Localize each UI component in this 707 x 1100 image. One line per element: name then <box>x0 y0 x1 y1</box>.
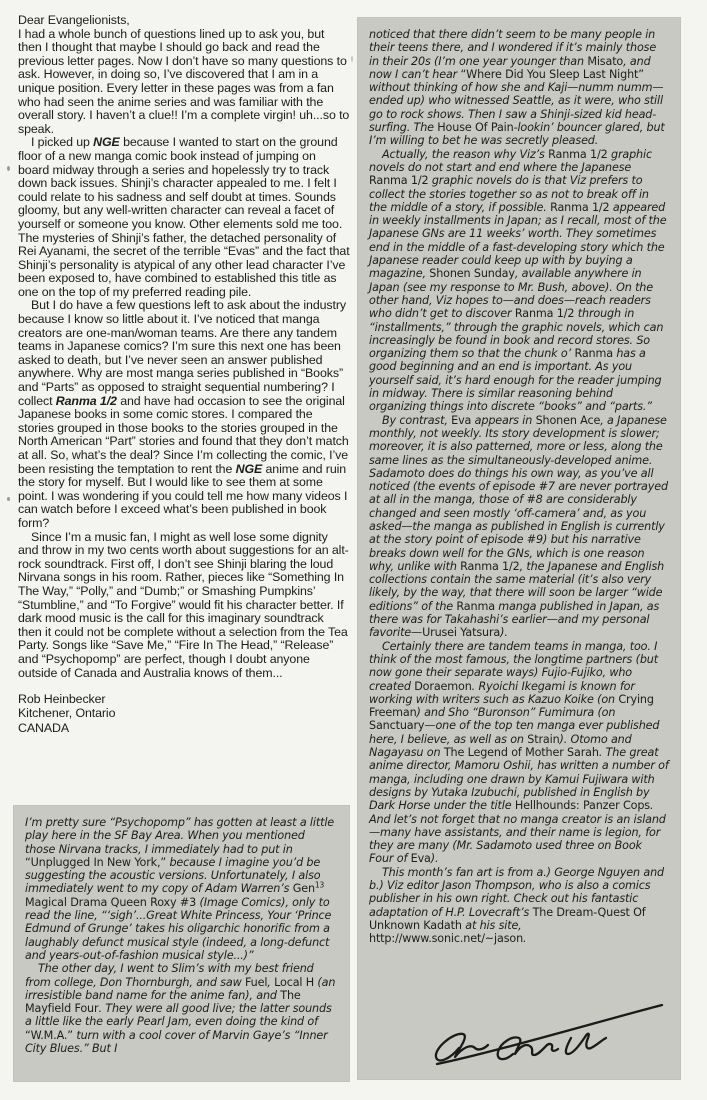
body-text: appears in <box>471 413 536 427</box>
fan-letter <box>18 14 350 735</box>
title-text: Ranma 1/2 <box>548 147 608 161</box>
title-text: Eva <box>410 852 431 866</box>
title-text: Shonen Sunday <box>429 267 515 281</box>
body-text: I’m pretty sure “Psychopomp” has gotten at least a little play here in the SF Bay Area. When you mentioned those Nirvana tracks, I immediately had to put in <box>25 816 335 856</box>
editor-reply-left-body <box>25 816 338 1055</box>
body-text: , <box>267 975 275 989</box>
body-text: . The great anime director, Mamoru Oshii, has written a number of manga, including one drawn by Kamui Fujiwara with designs by Yutaka Izubuchi, published in English by Dark Horse under the title <box>369 746 669 813</box>
body-text: manga published in Japan, as there was for Takahashi’s earlier—and my personal favorite— <box>369 599 660 640</box>
title-text: Ranma <box>574 347 613 361</box>
body-text: and have had occasion to see the original Japanese books in some comic stores. I compared the stories grouped in those books to the stories grouped in the North American “Part” stories and found that they don’t match at all. So, what’s the deal? Since I’m collecting the comic, I’ve been resisting the temptation to rent the <box>18 393 349 476</box>
scan-speck <box>351 56 353 62</box>
letter-body <box>18 28 350 681</box>
scan-speck <box>7 497 10 501</box>
body-text: —one of the top ten manga ever published here, I believe, as well as on <box>369 719 660 746</box>
title-text: House Of Pain <box>437 121 514 135</box>
title-text: Doraemon <box>414 679 472 693</box>
title-text: The Dream-Quest Of Unknown Kadath <box>369 905 646 932</box>
body-text: anime and ruin the story for myself. But I would like to see them at some point. I was wondering if you could tell me how many videos I can watch before I exceed what’s been published in book form? <box>18 461 348 530</box>
title-text: Local H <box>274 975 315 989</box>
left-column <box>18 14 350 735</box>
paragraph <box>25 962 338 1055</box>
body-text: . And let’s not forget that no manga creator is an island—many have assistants, and their name is legion, for they are many (Mr. Sadamoto used three on Book Four of <box>369 799 666 866</box>
body-text: Certainly there are tandem teams in manga, too. I think of the most famous, the longtime partners (but now gone their separate ways) Fujio-Fujiko, who created <box>369 639 658 693</box>
body-text: ). <box>430 852 439 866</box>
title-text: NGE <box>93 135 120 150</box>
editor-signature-handwriting <box>429 996 669 1070</box>
title-text: Shonen Ace <box>535 413 601 427</box>
body-text: , the Japanese and English collections contain the same material (it’s also very likely, by the way, that there will soon be larger “wide editions” of the <box>369 559 665 613</box>
title-text: Eva <box>451 413 472 427</box>
title-text: Ranma 1/2 <box>550 200 610 214</box>
signoff-city: Kitchener, Ontario <box>18 706 116 721</box>
body-text: The other day, I went to Slim’s with my best friend from college, Don Thornburgh, and saw <box>25 962 314 989</box>
title-text: Strain <box>527 732 560 746</box>
editor-reply-box-left <box>13 805 350 1082</box>
title-text: Gen <box>292 882 315 896</box>
title-text: NGE <box>235 461 263 476</box>
body-text: appeared in weekly installments in Japan; as I recall, most of the Japanese GNs are 11 weeks’ worth. They sometimes end in the middle of a fast-developing story which the Japanese reader could keep up with by buying a magazine, <box>369 200 667 281</box>
title-text: “Where Did You Sleep Last Night” <box>460 67 644 81</box>
body-text: . They were all good live; the latter sounds a little like the early Pearl Jam, even doing the kind of <box>25 1002 332 1029</box>
paragraph <box>18 531 350 681</box>
body-text: -lookin’ bouncer glared, but I’m willing to bet he was secretly pleased. <box>369 121 665 148</box>
body-text: has a good beginning and an end is important. As you yourself said, it’s hard enough for the reader jumping in midway. There is similar reasoning behind organizing things into discrete “books” and “parts.” <box>369 347 662 414</box>
body-text: ). <box>500 626 508 640</box>
title-text: Magical Drama Queen Roxy #3 <box>25 895 197 909</box>
paragraph <box>369 414 669 640</box>
body-text: But I do have a few questions left to ask about the industry because I know so little about it. I’ve noticed that manga creators are one-man/woman teams. Are there any tandem teams in Japanese comics? I’m sure this next one has been asked to death, but I’ve never seen an answer published anywhere. Why are most manga series published in “Books” and “Parts” as opposed to straight sequential numbering? I collect <box>18 298 346 408</box>
paragraph <box>369 640 669 866</box>
superscript-text: 13 <box>314 880 325 890</box>
body-text: This month’s fan art is from a.) George Nguyen and b.) Viz editor Jason Thompson, who is also a comics publisher in his own right. Check out his fantastic adaptation of H.P. Lovecraft’s <box>369 865 664 919</box>
paragraph <box>18 136 350 299</box>
body-text: . Ryoichi Ikegami is known for working with writers such as Kazuo Koike (on <box>369 679 635 706</box>
title-text: Sanctuary <box>369 719 425 733</box>
body-text: ). Otomo and Nagayasu on <box>369 732 632 760</box>
body-text: I picked up <box>31 135 94 150</box>
body-text: because I imagine you’d be suggesting the acoustic versions. Unfortunately, I also immediately went to my copy of Adam Warren’s <box>25 855 321 896</box>
title-text: http://www.sonic.net/~jason <box>369 932 524 946</box>
title-text: Urusei Yatsura <box>422 626 501 640</box>
title-text: The Mayfield Four <box>25 988 301 1016</box>
paragraph <box>369 28 669 148</box>
scan-speck <box>7 166 10 171</box>
signoff-name: Rob Heinbecker <box>18 692 106 707</box>
body-text: graphic novels do not start and end where the Japanese <box>369 147 652 174</box>
title-text: Crying Freeman <box>369 692 654 720</box>
body-text: Since I’m a music fan, I might as well lose some dignity and throw in my two cents worth about suggestions for an alt-rock soundtrack. First off, I don’t see Shinji blaring the loud Nirvana songs in his room. Rather, pieces like “Something In The Way,” “Polly,” and “Dumb;” or Smashing Pumpkins’ “Stumbline,” and “To Forgive” would fit his character better. If dark mood music is the call for this imaginary soundtrack then it could not be complete without a selection from the Tea Party. Songs like “Save Me,” “Fire In The Head,” “Release” and “Psychopomp” are perfect, though I doubt anyone outside of Canada and Australia knows of them... <box>18 529 349 680</box>
body-text: because I wanted to start on the ground floor of a new manga comic book instead of jumping on board midway through a series and hopelessly try to track down back issues. Shinji’s character appealed to me. I felt I could relate to his sadness and self doubt at times. Sounds gloomy, but any well-written character can reveal a facet of yourself or someone you know. Other elements sold me too. The mysteries of Shinji’s father, the detached personality of Rei Ayanami, the secret of the terrible “Evas” and the fact that Shinji’s personality is atypical of any other lead character I’ve been exposed to, have combined to established this title as one on the top of my preferred reading pile. <box>18 135 350 299</box>
body-text: (Image Comics), only to read the line, “‘sigh’...Great White Princess, Your ‘Prince Edmund of Grunge’ takes his oligarchic honorific from a laughably defunct musical style (indeed, a long-defunct and years-out-of-fashion musical style...)” <box>25 895 332 962</box>
title-text: Fuel <box>244 975 268 989</box>
title-text: “Unplugged In New York,” <box>25 855 167 869</box>
title-text: Ranma 1/2 <box>369 174 429 188</box>
body-text: through in “installments,” through the graphic novels, which can increasingly be found in book and record stores. So organizing them so that the chunk o’ <box>369 307 664 361</box>
body-text: noticed that there didn’t seem to be many people in their teens there, and I wondered if it’s mainly those in their 20s (I’m one year younger than <box>369 28 657 68</box>
editor-signature <box>429 996 669 1070</box>
body-text: (an irresistible band name for the anime fan), and <box>25 975 336 1002</box>
body-text: , and now I can’t hear <box>369 54 651 81</box>
paragraph <box>18 299 350 530</box>
body-text: Actually, the reason why Viz’s <box>382 147 549 161</box>
paragraph <box>369 148 669 414</box>
body-text: graphic novels do is that Viz prefers to collect the stories together so as not to break off in the middle of a story, if possible. <box>369 174 649 214</box>
body-text: ) and Sho “Buronson” Fumimura (on <box>416 706 616 720</box>
title-text: Ranma 1/2 <box>514 307 575 321</box>
body-text: By contrast, <box>382 413 452 427</box>
editor-reply-box-right <box>357 17 681 1080</box>
letter-signoff <box>18 692 350 735</box>
title-text: “W.M.A.” <box>25 1028 73 1042</box>
letter-salutation: Dear Evangelionists, <box>18 13 130 27</box>
body-text: at his site, <box>461 918 522 932</box>
paragraph <box>25 816 338 962</box>
title-text: Ranma <box>456 599 495 613</box>
body-text: I had a whole bunch of questions lined up to ask you, but then I thought that maybe I should go back and read the previous letter pages. Now I don’t have so many questions to ask. However, in doing so, I’ve discovered that I am in a unique position. Every letter in these pages was from a fan who had seen the anime series and was familiar with the overall story. I haven’t a clue!! I’m a complete virgin! uh...so to speak. <box>18 26 350 136</box>
body-text: , a Japanese monthly, not weekly. Its story development is slower; moreover, it is also patterned, more or less, along the same lines as the simultaneously-developed anime. Sadamoto does do things his own way, as you’ve all noticed (the events of episode #7 are never portrayed at all in the manga, those of #8 are considerably changed and seen mostly ‘off-camera’ and, as you asked—the manga as published in English is currently at the story point of episode #9) but his narrative breaks down well for the GNs, which is one reason why, unlike with <box>369 413 668 573</box>
title-text: Hellhounds: Panzer Cops <box>514 799 650 813</box>
body-text: , available anywhere in Japan (see my response to Mr. Bush, above). On the other hand, Viz hopes to—and does—reach readers who didn’t get to discover <box>369 267 653 321</box>
title-text: Ranma 1/2 <box>460 559 520 573</box>
title-text: Ranma 1/2 <box>55 393 117 408</box>
paragraph <box>369 866 669 946</box>
body-text: turn with a cool cover of Marvin Gaye’s “Inner City Blues.” But I <box>25 1028 328 1056</box>
signoff-country: CANADA <box>18 720 70 735</box>
title-text: Misato <box>587 54 624 68</box>
title-text: The Legend of Mother Sarah <box>443 746 599 760</box>
editor-reply-right-body <box>369 28 669 945</box>
body-text: . <box>523 932 527 946</box>
paragraph <box>18 28 350 137</box>
body-text: without thinking of how she and Kaji—numm numm—ended up) who witnessed Seattle, as it were, who still go to rock shows. Then I saw a Shinji-sized kid head-surfing. The <box>369 81 664 135</box>
